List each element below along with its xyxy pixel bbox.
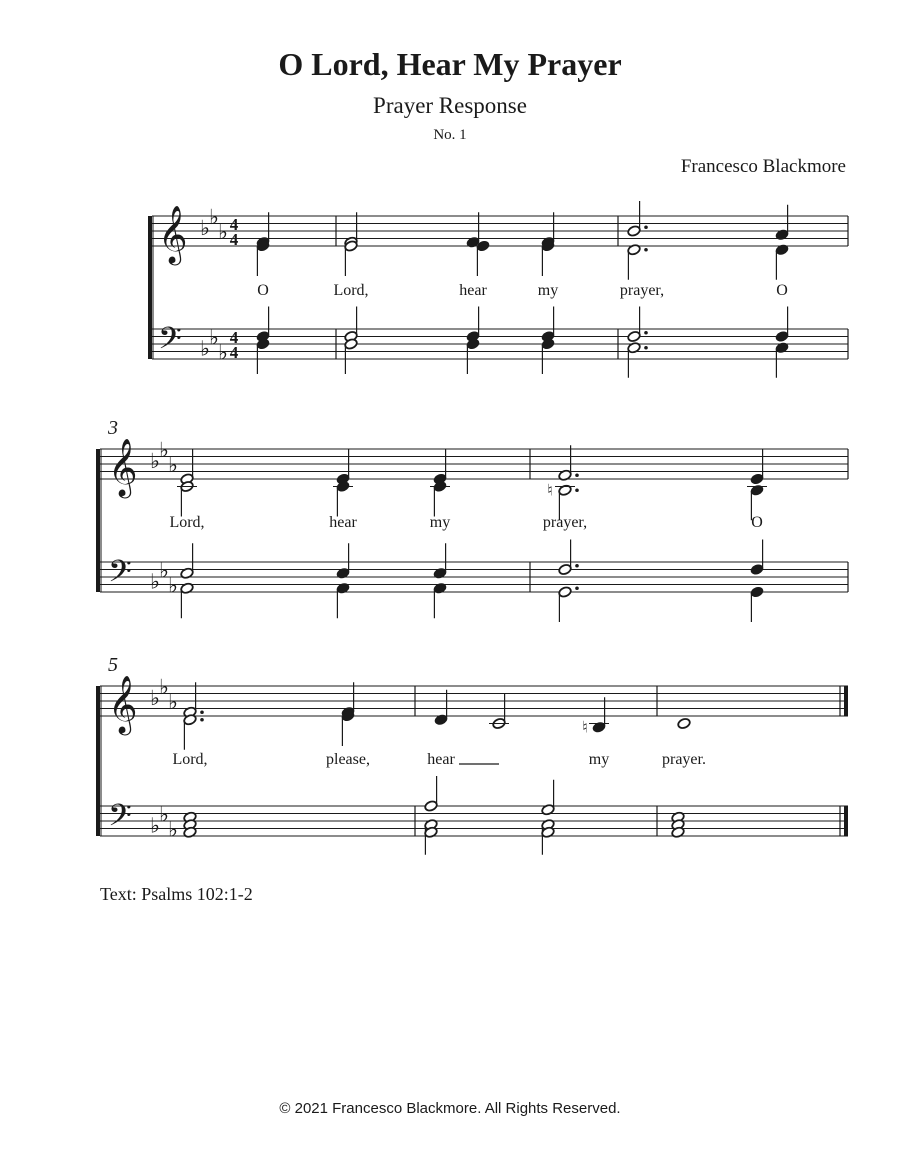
lyric: hear: [459, 282, 487, 299]
flat-icon: ♭: [200, 216, 210, 240]
measure-number-5: 5: [108, 654, 118, 676]
system-bracket: [96, 449, 100, 592]
notehead: [627, 244, 641, 256]
notehead: [180, 582, 194, 594]
natural-icon: ♮: [582, 717, 588, 737]
final-barline-thick: [844, 806, 848, 836]
lyric: prayer,: [619, 282, 665, 299]
measure-number-3: 3: [108, 417, 118, 439]
flat-icon: ♭: [150, 569, 160, 594]
augmentation-dot: [200, 718, 204, 722]
lyric: my: [588, 751, 610, 768]
staff-lines: [96, 216, 848, 836]
augmentation-dot: [575, 586, 579, 590]
notehead: [750, 586, 764, 598]
augmentation-dot: [575, 473, 579, 477]
flat-icon: ♭: [150, 449, 160, 473]
notehead: [627, 225, 641, 237]
notehead: [336, 567, 350, 579]
flat-icon: ♭: [218, 219, 228, 244]
flat-icon: ♭: [168, 573, 178, 598]
notehead: [750, 563, 764, 575]
treble-clef-icon: 𝄞: [108, 675, 138, 733]
lyric: my: [537, 282, 559, 299]
time-signature-denominator: 4: [229, 230, 239, 249]
lyric: hear: [329, 514, 357, 531]
flat-icon: ♭: [209, 325, 219, 350]
notehead: [336, 582, 350, 594]
flat-icon: ♭: [159, 802, 169, 827]
lyric: Lord,: [169, 514, 205, 531]
notehead: [775, 330, 789, 342]
notehead: [433, 567, 447, 579]
natural-icon: ♮: [547, 480, 553, 500]
lyric: O: [751, 514, 763, 531]
system-bracket: [96, 686, 100, 836]
time-signature-denominator: 4: [229, 343, 239, 362]
time-signature-numerator: 4: [229, 328, 239, 347]
augmentation-dot: [644, 225, 648, 229]
flat-icon: ♭: [159, 437, 169, 462]
lyric: please,: [326, 751, 370, 768]
notehead: [434, 714, 448, 726]
notehead: [541, 804, 555, 816]
notehead: [558, 563, 572, 575]
flat-icon: ♭: [150, 686, 160, 710]
augmentation-dot: [644, 248, 648, 252]
text-source: Text: Psalms 102:1-2: [100, 884, 253, 904]
lyric: O: [776, 282, 788, 299]
time-signature-numerator: 4: [229, 215, 239, 234]
augmentation-dot: [200, 710, 204, 714]
lyric: prayer,: [542, 514, 588, 531]
flat-icon: ♭: [150, 813, 160, 838]
bass-clef-icon: 𝄢: [158, 320, 182, 364]
notehead: [775, 244, 789, 256]
treble-clef-icon: 𝄞: [158, 205, 188, 263]
notehead: [558, 469, 572, 481]
augmentation-dot: [644, 331, 648, 335]
flat-icon: ♭: [218, 340, 228, 365]
notehead: [750, 473, 764, 485]
lyric: my: [429, 514, 451, 531]
piece-subtitle: Prayer Response: [373, 93, 527, 118]
notehead: [627, 330, 641, 342]
lyric: Lord,: [172, 751, 208, 768]
augmentation-dot: [575, 564, 579, 568]
notehead: [775, 342, 789, 354]
flat-icon: ♭: [209, 204, 219, 229]
flat-icon: ♭: [168, 689, 178, 714]
notehead: [180, 567, 194, 579]
notehead: [424, 800, 438, 812]
final-barline-thick: [844, 686, 848, 716]
bass-clef-icon: 𝄢: [108, 553, 132, 597]
notehead: [775, 229, 789, 241]
notehead: [433, 582, 447, 594]
lyric: O: [257, 282, 269, 299]
augmentation-dot: [575, 488, 579, 492]
composer-name: Francesco Blackmore: [680, 156, 846, 177]
lyric: Lord,: [333, 282, 369, 299]
flat-icon: ♭: [159, 558, 169, 583]
flat-icon: ♭: [168, 817, 178, 842]
augmentation-dot: [644, 346, 648, 350]
lyric: prayer.: [662, 751, 706, 768]
flat-icon: ♭: [200, 336, 210, 361]
system-bracket: [148, 216, 152, 359]
flat-icon: ♭: [159, 674, 169, 699]
notehead: [627, 342, 641, 354]
piece-title: O Lord, Hear My Prayer: [278, 46, 622, 82]
treble-clef-icon: 𝄞: [108, 438, 138, 496]
lyric: hear: [427, 751, 455, 768]
copyright-notice: © 2021 Francesco Blackmore. All Rights Reserved.: [279, 1100, 621, 1117]
notehead: [558, 586, 572, 598]
piece-number: No. 1: [433, 127, 467, 143]
bass-clef-icon: 𝄢: [108, 797, 132, 841]
flat-icon: ♭: [168, 452, 178, 477]
